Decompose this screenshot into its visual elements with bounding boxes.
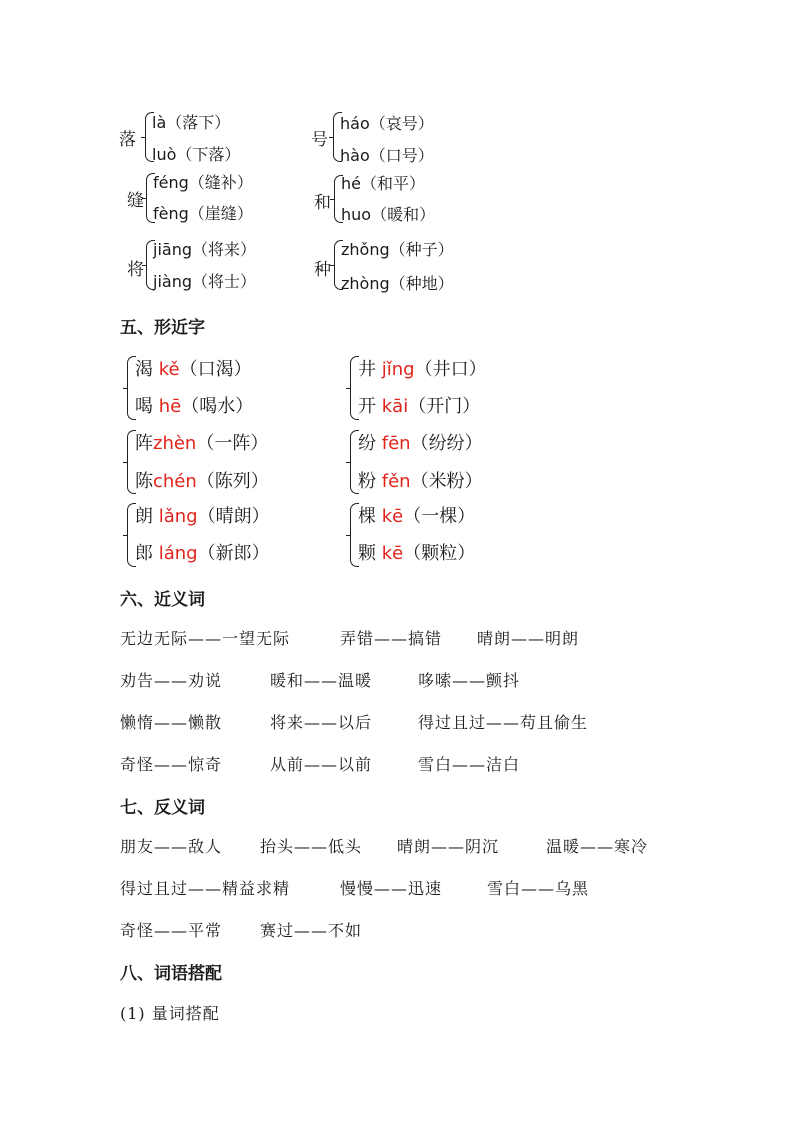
poly-reading: luò（下落） [152,145,241,164]
synonym-pair: 晴朗——明朗 [477,629,580,648]
similar-item: 陈chén（陈列） [135,471,269,492]
poly-reading: jiāng（将来） [153,240,257,259]
poly-reading: hé（和平） [341,174,426,193]
poly-reading: huo（暖和） [341,205,436,224]
antonym-pair: 温暖——寒冷 [546,837,649,856]
poly-char: 落 [119,130,136,150]
antonym-pair: 赛过——不如 [260,921,363,940]
synonym-pair: 弄错——搞错 [340,629,443,648]
poly-reading: háo（哀号） [340,114,434,133]
synonym-pair: 无边无际——一望无际 [120,629,291,648]
section-heading: 六、近义词 [120,590,205,610]
poly-char: 种 [314,260,331,280]
section-heading: 五、形近字 [120,318,205,338]
poly-reading: fèng（崖缝） [153,204,253,223]
similar-item: 阵zhèn（一阵） [135,433,269,454]
antonym-pair: 得过且过——精益求精 [120,879,291,898]
antonym-pair: 抬头——低头 [260,837,363,856]
poly-char: 和 [314,193,331,213]
similar-item: 颗 kē（颗粒） [358,543,476,564]
antonym-pair: 慢慢——迅速 [340,879,443,898]
poly-char: 缝 [127,191,144,211]
poly-char: 号 [311,130,328,150]
synonym-pair: 奇怪——惊奇 [120,755,223,774]
poly-char: 将 [127,260,144,280]
similar-item: 渴 kě（口渴） [135,359,252,380]
similar-item: 喝 hē（喝水） [135,396,254,417]
similar-item: 郎 láng（新郎） [135,543,270,564]
synonym-pair: 暖和——温暖 [270,671,373,690]
similar-item: 棵 kē（一棵） [358,506,476,527]
poly-reading: zhǒng（种子） [341,240,454,259]
antonym-pair: 雪白——乌黑 [487,879,590,898]
similar-item: 朗 lǎng（晴朗） [135,506,270,527]
synonym-pair: 哆嗦——颤抖 [418,671,521,690]
antonym-pair: 朋友——敌人 [120,837,223,856]
poly-reading: zhòng（种地） [341,274,454,293]
synonym-pair: 雪白——洁白 [418,755,521,774]
synonym-pair: 得过且过——苟且偷生 [418,713,589,732]
synonym-pair: 将来——以后 [270,713,373,732]
similar-item: 井 jǐng（井口） [358,359,487,380]
subsection-heading: (1) 量词搭配 [120,1004,220,1023]
synonym-pair: 从前——以前 [270,755,373,774]
antonym-pair: 奇怪——平常 [120,921,223,940]
similar-item: 粉 fěn（米粉） [358,471,483,492]
synonym-pair: 劝告——劝说 [120,671,223,690]
poly-reading: jiàng（将士） [153,272,257,291]
poly-reading: féng（缝补） [153,173,253,192]
poly-reading: là（落下） [152,113,231,132]
similar-item: 纷 fēn（纷纷） [358,433,483,454]
section-heading: 七、反义词 [120,798,205,818]
similar-item: 开 kāi（开门） [358,396,481,417]
section-heading: 八、词语搭配 [120,964,222,984]
antonym-pair: 晴朗——阴沉 [397,837,500,856]
synonym-pair: 懒惰——懒散 [120,713,223,732]
poly-reading: hào（口号） [340,146,434,165]
